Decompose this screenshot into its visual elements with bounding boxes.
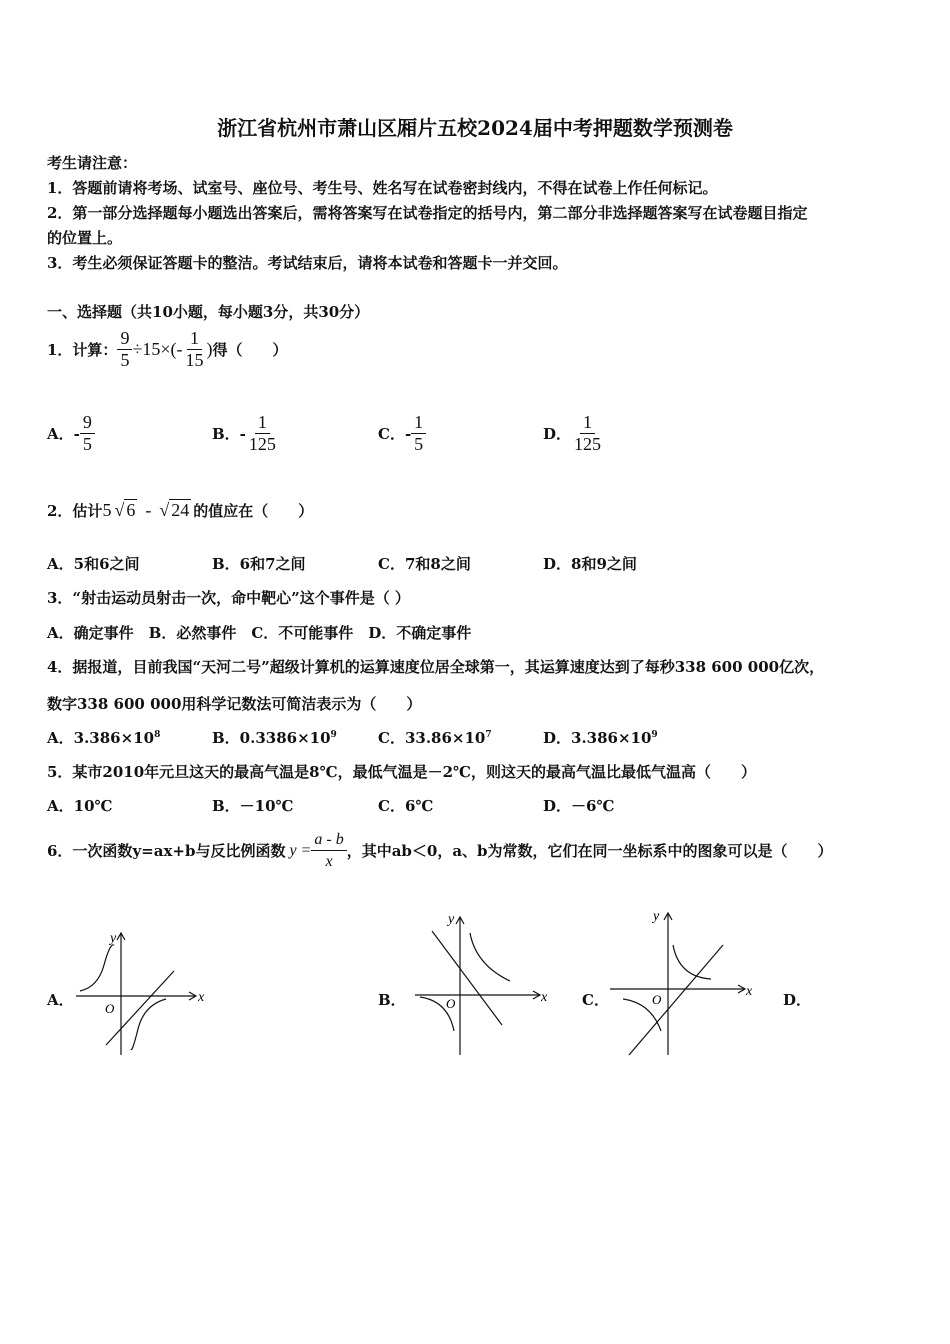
hyperbola-branch-lower-right xyxy=(131,999,166,1050)
q1-option-a: A．- $\frac{9}{5}$ xyxy=(47,412,95,455)
question-1 xyxy=(47,328,287,371)
question-2: 2．估计 5 √ 6 - √ 24 的值应在（ ） xyxy=(47,500,314,520)
q2-option-b: B．6和7之间 xyxy=(212,555,306,573)
q1-fraction-2: $\frac{1}{15}$ xyxy=(185,328,204,370)
x-label: x xyxy=(746,984,753,999)
q6-option-c-label: C． xyxy=(582,991,609,1009)
notice-line-1: 1．答题前请将考场、试室号、座位号、考生号、姓名写在试卷密封线内，不得在试卷上作任何标记。 xyxy=(47,179,718,197)
hyperbola-branch-upper-left xyxy=(80,945,114,991)
q6-graph-b xyxy=(410,905,560,1060)
question-4-line-1: 4．据报道，目前我国“天河二号”超级计算机的运算速度位居全球第一，其运算速度达到了每秒338 600 000亿次， xyxy=(47,658,825,676)
q1-option-c: C．- $\frac{1}{5}$ xyxy=(378,412,426,455)
q6-option-b-label: B． xyxy=(378,991,406,1009)
hyperbola-branch-upper-right xyxy=(470,933,510,981)
section-heading: 一、选择题（共10小题，每小题3分，共30分） xyxy=(47,303,370,321)
q6-option-d-label: D． xyxy=(783,991,812,1009)
notice-line-3: 3．考生必须保证答题卡的整洁。考试结束后，请将本试卷和答题卡一并交回。 xyxy=(47,254,568,272)
q1-fraction-1: $\frac{9}{5}$ xyxy=(117,328,132,371)
q6-graph-a xyxy=(68,925,218,1060)
q2-option-a: A．5和6之间 xyxy=(47,555,140,573)
y-label: y xyxy=(110,931,117,946)
origin-label: O xyxy=(652,992,662,1007)
notice-line-2b: 的位置上。 xyxy=(47,229,123,247)
x-label: x xyxy=(198,990,205,1005)
notice-heading: 考生请注意： xyxy=(47,154,138,172)
line-graph xyxy=(106,971,174,1045)
q2-sqrt-6: √ 6 xyxy=(114,500,136,520)
q1-close-paren: ) xyxy=(206,339,213,359)
q1-prefix: 1．计算： xyxy=(47,341,118,359)
q5-option-a: A．10℃ xyxy=(47,797,113,815)
q4-option-c: C．$33.86\times 10^7$ xyxy=(378,729,492,747)
x-label: x xyxy=(541,990,548,1005)
q4-option-b: B．$0.3386\times 10^9$ xyxy=(212,729,337,747)
question-3: 3．“射击运动员射击一次，命中靶心”这个事件是（ ） xyxy=(47,589,410,607)
question-5: 5．某市2010年元旦这天的最高气温是8℃，最低气温是－2℃，则这天的最高气温比最低气温高（ ） xyxy=(47,763,757,781)
q5-option-b: B．－10℃ xyxy=(212,797,294,815)
question-6: 6．一次函数y=ax+b与反比例函数 y = $\frac{a - b}{x}$ ，其中ab＜0，a、b为常数，它们在同一坐标系中的图象可以是（ ） xyxy=(47,831,833,870)
y-label: y xyxy=(448,912,455,927)
q1-suffix: 得（ ） xyxy=(212,341,288,359)
q1-option-d: D． $\frac{1}{125}$ xyxy=(543,412,602,454)
q1-operator: ÷15×(- xyxy=(132,339,183,359)
line-graph xyxy=(432,931,502,1025)
q2-sqrt-24: √ 24 xyxy=(159,500,190,520)
page-title: 浙江省杭州市萧山区厢片五校2024届中考押题数学预测卷 xyxy=(217,116,733,140)
q1-option-b: B．- $\frac{1}{125}$ xyxy=(212,412,276,454)
q2-option-c: C．7和8之间 xyxy=(378,555,471,573)
q5-option-d: D．－6℃ xyxy=(543,797,615,815)
q4-option-d: D．$3.386\times 10^9$ xyxy=(543,729,658,747)
hyperbola-branch-upper-right xyxy=(673,945,711,979)
q2-option-d: D．8和9之间 xyxy=(543,555,637,573)
y-label: y xyxy=(653,909,660,924)
q3-options: A．确定事件 B．必然事件 C．不可能事件 D．不确定事件 xyxy=(47,624,472,642)
q6-option-a-label: A． xyxy=(47,991,74,1009)
origin-label: O xyxy=(446,996,456,1011)
q5-option-c: C．6℃ xyxy=(378,797,434,815)
line-graph xyxy=(629,945,723,1055)
q6-graph-c xyxy=(605,905,765,1060)
question-4-line-2: 数字338 600 000用科学记数法可简洁表示为（ ） xyxy=(47,695,422,713)
notice-line-2a: 2．第一部分选择题每小题选出答案后，需将答案写在试卷指定的括号内，第二部分非选择题答案写在试卷题目指定 xyxy=(47,204,808,222)
q4-option-a: A．$3.386\times 10^8$ xyxy=(47,729,161,747)
origin-label: O xyxy=(105,1001,115,1016)
